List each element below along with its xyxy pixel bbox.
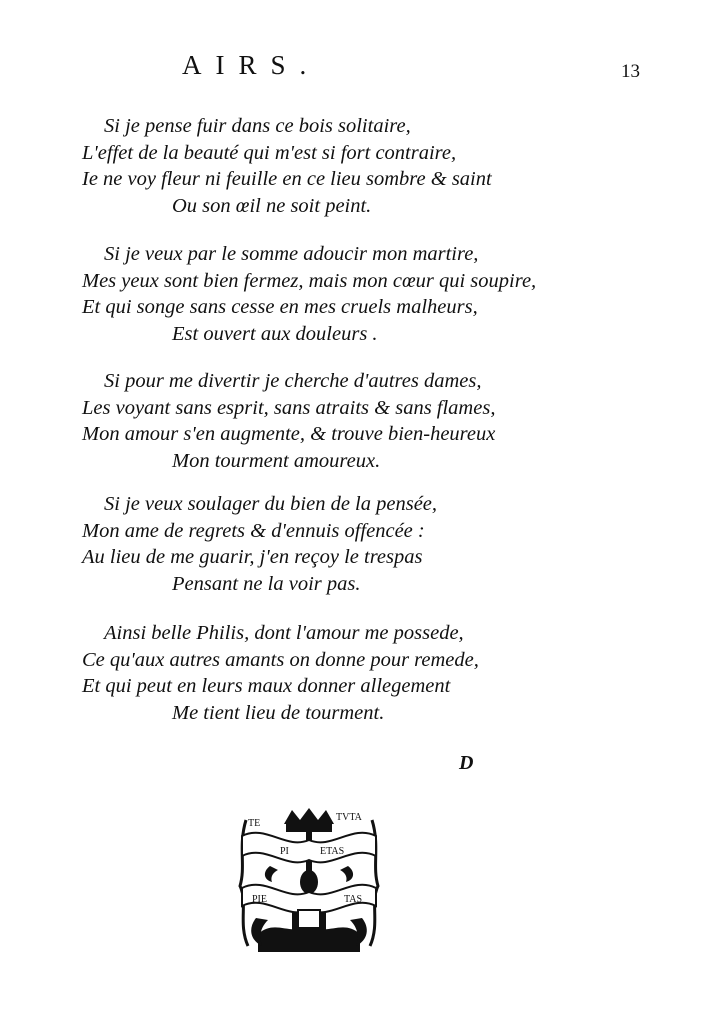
verse-line: Ie ne voy fleur ni feuille en ce lieu sombre & saint (82, 168, 492, 190)
stanza (0, 241, 706, 347)
verse-line: Ou son œil ne soit peint. (172, 194, 372, 217)
stanza (0, 491, 706, 597)
verse-line: Est ouvert aux douleurs . (172, 322, 378, 345)
verse-line: Ce qu'aux autres amants on donne pour remede, (82, 648, 479, 671)
device-inscription: PI (280, 846, 289, 857)
printers-mark-icon (236, 806, 382, 956)
stanza (0, 368, 706, 474)
running-title: AIRS. (182, 50, 321, 80)
verse-line: Mes yeux sont bien fermez, mais mon cœur qui soupire, (82, 269, 537, 292)
verse-line: Si je veux par le somme adoucir mon martire, (104, 243, 479, 265)
device-inscription: TAS (344, 894, 363, 905)
verse-line: Et qui songe sans cesse en mes cruels malheurs, (82, 296, 478, 318)
verse-line: Si je veux soulager du bien de la pensée, (104, 493, 438, 515)
device-inscription: TE (248, 818, 261, 829)
verse-line: Si je pense fuir dans ce bois solitaire, (104, 115, 411, 137)
verse-line: Si pour me divertir je cherche d'autres dames, (104, 370, 482, 392)
verse-line: L'effet de la beauté qui m'est si fort contraire, (82, 141, 457, 164)
device-inscription: ETAS (320, 846, 345, 857)
verse-line: Mon amour s'en augmente, & trouve bien-heureux (82, 423, 496, 445)
signature-mark: D (459, 752, 474, 774)
page-number: 13 (621, 61, 640, 82)
verse-line: Mon tourment amoureux. (172, 449, 381, 472)
verse-line: Les voyant sans esprit, sans atraits & sans flames, (82, 396, 496, 419)
verse-line: Ainsi belle Philis, dont l'amour me possede, (104, 622, 464, 644)
device-inscription: TVTA (336, 812, 362, 823)
device-inscription: PIE (252, 894, 267, 905)
verse-line: Mon ame de regrets & d'ennuis offencée : (82, 519, 425, 542)
stanza (0, 113, 706, 219)
verse-line: Et qui peut en leurs maux donner allegement (82, 675, 451, 697)
verse-line: Pensant ne la voir pas. (172, 572, 361, 595)
verse-line: Me tient lieu de tourment. (172, 701, 385, 724)
stanza (0, 620, 706, 726)
verse-line: Au lieu de me guarir, j'en reçoy le trespas (82, 546, 423, 568)
